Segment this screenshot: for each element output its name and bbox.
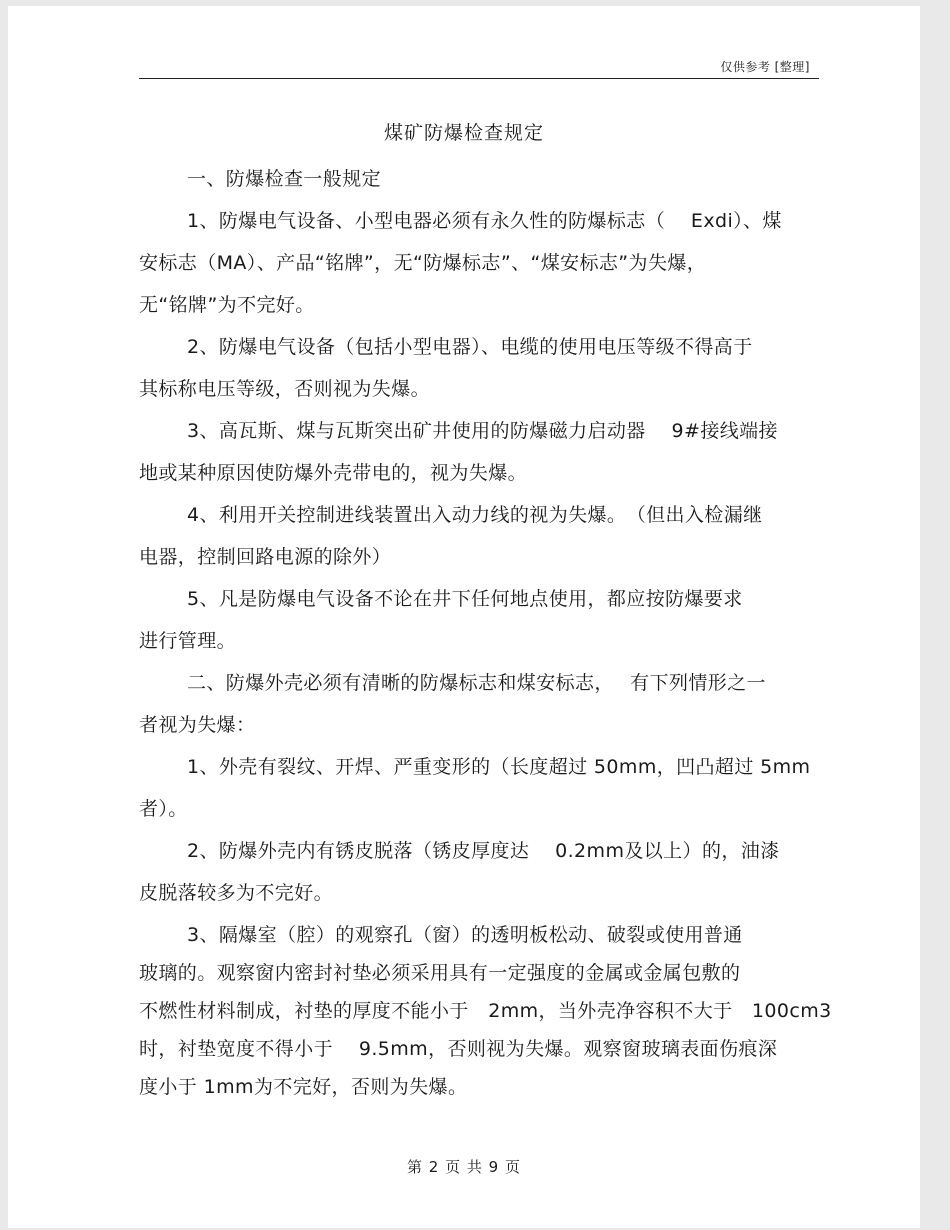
paragraph-line: 4、利用开关控制进线装置出入动力线的视为失爆。 （但出入检漏继 bbox=[187, 504, 763, 526]
paragraph-line: 者）。 bbox=[139, 798, 188, 820]
paragraph-line: 其标称电压等级，否则视为失爆。 bbox=[139, 378, 431, 400]
header-divider bbox=[139, 78, 819, 79]
header-note: 仅供参考 [整理] bbox=[720, 60, 810, 74]
document-title: 煤矿防爆检查规定 bbox=[383, 122, 544, 144]
page-number: 第 2 页 共 9 页 bbox=[407, 1158, 521, 1176]
section-heading-1: 一、防爆检查一般规定 bbox=[187, 168, 382, 190]
paragraph-line: 3、高瓦斯、煤与瓦斯突出矿井使用的防爆磁力启动器 9#接线端接 bbox=[187, 420, 778, 442]
paragraph-line: 5、凡是防爆电气设备不论在井下任何地点使用，都应按防爆要求 bbox=[187, 588, 743, 610]
paragraph-line: 1、防爆电气设备、小型电器必须有永久性的防爆标志（ Exdi）、煤 bbox=[187, 210, 782, 232]
paragraph-line: 地或某种原因使防爆外壳带电的，视为失爆。 bbox=[139, 462, 528, 484]
paragraph-line: 不燃性材料制成，衬垫的厚度不能小于 2mm，当外壳净容积不大于 100cm3 bbox=[139, 1000, 832, 1022]
paragraph-line: 时，衬垫宽度不得小于 9.5mm，否则视为失爆。观察窗玻璃表面伤痕深 bbox=[139, 1038, 778, 1060]
document-body bbox=[139, 164, 839, 1110]
paragraph-line: 1、外壳有裂纹、开焊、严重变形的（长度超过 50mm，凹凸超过 5mm bbox=[187, 756, 811, 778]
document-page bbox=[8, 6, 920, 1228]
paragraph-line: 安标志（MA）、产品“铭牌”，无“防爆标志”、“煤安标志”为失爆， bbox=[139, 252, 707, 274]
paragraph-line: 电器，控制回路电源的除外） bbox=[139, 546, 392, 568]
paragraph-line: 2、防爆电气设备（包括小型电器）、电缆的使用电压等级不得高于 bbox=[187, 336, 753, 358]
paragraph-line: 玻璃的。观察窗内密封衬垫必须采用具有一定强度的金属或金属包敷的 bbox=[139, 962, 741, 984]
paragraph-line: 者视为失爆： bbox=[139, 714, 256, 736]
paragraph-line: 度小于 1mm为不完好，否则为失爆。 bbox=[139, 1076, 468, 1098]
paragraph-line: 皮脱落较多为不完好。 bbox=[139, 882, 334, 904]
paragraph-line: 进行管理。 bbox=[139, 630, 237, 652]
paragraph-line: 无“铭牌”为不完好。 bbox=[139, 294, 315, 316]
section-heading-2: 二、防爆外壳必须有清晰的防爆标志和煤安标志， 有下列情形之一 bbox=[187, 672, 766, 694]
paragraph-line: 3、隔爆室（腔）的观察孔（窗）的透明板松动、破裂或使用普通 bbox=[187, 924, 743, 946]
paragraph-line: 2、防爆外壳内有锈皮脱落（锈皮厚度达 0.2mm及以上）的，油漆 bbox=[187, 840, 780, 862]
